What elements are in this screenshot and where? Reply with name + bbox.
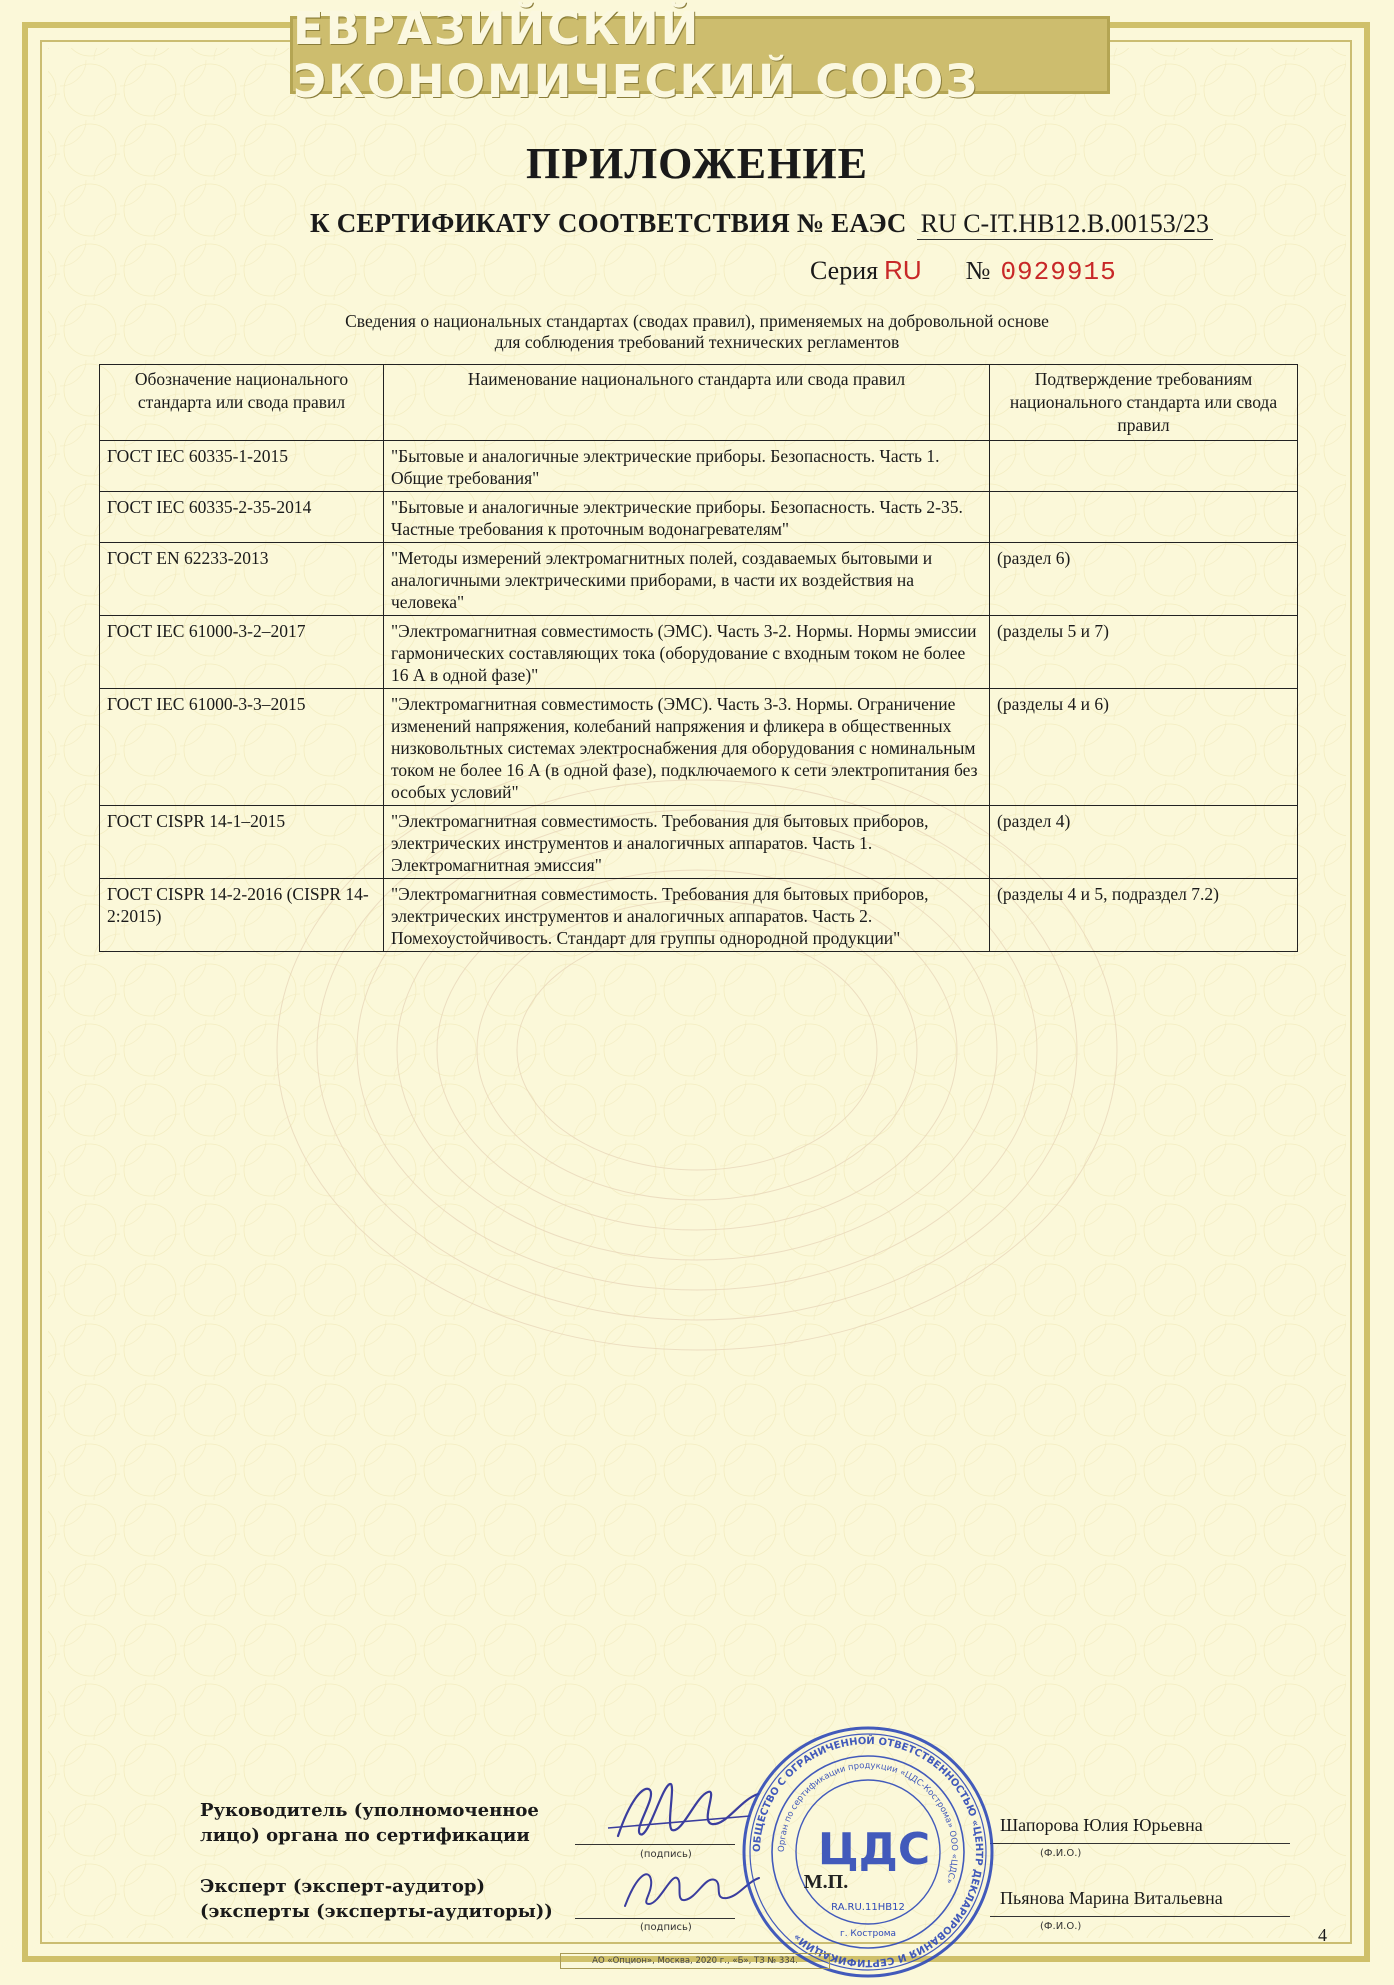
standard-name: "Электромагнитная совместимость (ЭМС). Часть 3-3. Нормы. Ограничение изменений напряжения, колебаний напряжения и фликера в общественных низковольтных системах электроснабжения для оборудования с номинальным током не более 16 А (в одной фазе), подключаемого к сети электропитания без особых условий" xyxy=(384,689,990,806)
expert-fio: Пьянова Марина Витальевна xyxy=(1000,1888,1223,1908)
table-row xyxy=(100,879,1298,952)
standard-conformity: (раздел 6) xyxy=(990,543,1298,616)
stamp-city: г. Кострома xyxy=(839,1929,897,1939)
stamp-accreditation: RA.RU.11НВ12 xyxy=(831,1902,905,1913)
standard-name: "Электромагнитная совместимость (ЭМС). Часть 3-2. Нормы. Нормы эмиссии гармонических составляющих тока (оборудование с входным током не более 16 А в одной фазе)" xyxy=(384,616,990,689)
table-row xyxy=(100,616,1298,689)
certificate-number: RU C-IT.НВ12.В.00153/23 xyxy=(917,209,1213,240)
table-row xyxy=(100,441,1298,492)
official-stamp xyxy=(738,1722,998,1982)
expert-signature-caption: (подпись) xyxy=(640,1922,692,1933)
series-label: Серия xyxy=(810,256,879,285)
standard-code: ГОСТ CISPR 14-1–2015 xyxy=(100,806,384,879)
table-row xyxy=(100,689,1298,806)
head-fio-caption: (Ф.И.О.) xyxy=(1040,1848,1082,1859)
standard-name: "Бытовые и аналогичные электрические приборы. Безопасность. Часть 2-35. Частные требования к проточным водонагревателям" xyxy=(384,492,990,543)
head-signature-caption: (подпись) xyxy=(640,1849,692,1860)
standard-conformity: (разделы 4 и 5, подраздел 7.2) xyxy=(990,879,1298,952)
standard-conformity: (разделы 4 и 6) xyxy=(990,689,1298,806)
intro-line-2: для соблюдения требований технических регламентов xyxy=(494,332,900,352)
intro-text xyxy=(0,311,1394,353)
header-name: Наименование национального стандарта или свода правил xyxy=(384,365,990,441)
expert-label-line-1: Эксперт (эксперт-аудитор) xyxy=(200,1876,485,1897)
certificate-label: К СЕРТИФИКАТУ СООТВЕТСТВИЯ № ЕАЭС xyxy=(310,208,907,238)
standard-code: ГОСТ IEC 61000-3-2–2017 xyxy=(100,616,384,689)
header-code: Обозначение национального стандарта или свода правил xyxy=(100,365,384,441)
standard-code: ГОСТ IEC 61000-3-3–2015 xyxy=(100,689,384,806)
union-banner: ЕВРАЗИЙСКИЙ ЭКОНОМИЧЕСКИЙ СОЮЗ xyxy=(290,16,1110,94)
expert-label xyxy=(200,1874,553,1924)
table-row xyxy=(100,543,1298,616)
document-title: ПРИЛОЖЕНИЕ xyxy=(526,139,868,188)
head-fio-line xyxy=(990,1843,1290,1844)
head-label-line-2: лицо) органа по сертификации xyxy=(200,1825,530,1846)
standard-name: "Бытовые и аналогичные электрические приборы. Безопасность. Часть 1. Общие требования" xyxy=(384,441,990,492)
standard-conformity xyxy=(990,441,1298,492)
certificate-line xyxy=(310,208,1213,240)
standard-conformity xyxy=(990,492,1298,543)
standard-name: "Электромагнитная совместимость. Требования для бытовых приборов, электрических инструментов и аналогичных аппаратов. Часть 1. Электромагнитная эмиссия" xyxy=(384,806,990,879)
printer-note: АО «Опцион», Москва, 2020 г., «Б», ТЗ № 334. xyxy=(560,1953,830,1969)
table-row xyxy=(100,806,1298,879)
standard-code: ГОСТ IEC 60335-1-2015 xyxy=(100,441,384,492)
expert-label-line-2: (эксперты (эксперты-аудиторы)) xyxy=(200,1901,553,1922)
head-fio: Шапорова Юлия Юрьевна xyxy=(1000,1815,1203,1835)
head-label-line-1: Руководитель (уполномоченное xyxy=(200,1800,539,1821)
stamp-outer-text: ОБЩЕСТВО С ОГРАНИЧЕННОЙ ОТВЕТСТВЕННОСТЬЮ «ЦЕНТР ДЕКЛАРИРОВАНИЯ И СЕРТИФИКАЦИИ» xyxy=(751,1735,985,1969)
table-header-row xyxy=(100,365,1298,441)
standard-code: ГОСТ CISPR 14-2-2016 (CISPR 14-2:2015) xyxy=(100,879,384,952)
standard-name: "Электромагнитная совместимость. Требования для бытовых приборов, электрических инструментов и аналогичных аппаратов. Часть 2. Помехоустойчивость. Стандарт для группы однородной продукции" xyxy=(384,879,990,952)
number-label: № xyxy=(965,256,991,285)
expert-fio-line xyxy=(990,1916,1290,1917)
series-code: RU xyxy=(884,255,922,285)
standard-code: ГОСТ IEC 60335-2-35-2014 xyxy=(100,492,384,543)
stamp-mp: М.П. xyxy=(803,1871,849,1893)
standard-code: ГОСТ EN 62233-2013 xyxy=(100,543,384,616)
expert-fio-caption: (Ф.И.О.) xyxy=(1040,1921,1082,1932)
header-conformity: Подтверждение требованиям национального стандарта или свода правил xyxy=(990,365,1298,441)
head-label xyxy=(200,1798,539,1848)
page-number: 4 xyxy=(1318,1925,1327,1945)
standards-table xyxy=(99,364,1298,952)
stamp-center: ЦДС xyxy=(817,1824,931,1875)
standard-name: "Методы измерений электромагнитных полей, создаваемых бытовыми и аналогичными электрическими приборами, в части их воздействия на человека" xyxy=(384,543,990,616)
table-row xyxy=(100,492,1298,543)
intro-line-1: Сведения о национальных стандартах (сводах правил), применяемых на добровольной основе xyxy=(345,311,1049,331)
standard-conformity: (раздел 4) xyxy=(990,806,1298,879)
blank-number: 0929915 xyxy=(1000,257,1117,287)
series-line xyxy=(810,255,1117,287)
standard-conformity: (разделы 5 и 7) xyxy=(990,616,1298,689)
stamp-inner-text: Орган по сертификации продукции «ЦДС-Кострома» ООО «ЦДС» xyxy=(776,1760,960,1885)
